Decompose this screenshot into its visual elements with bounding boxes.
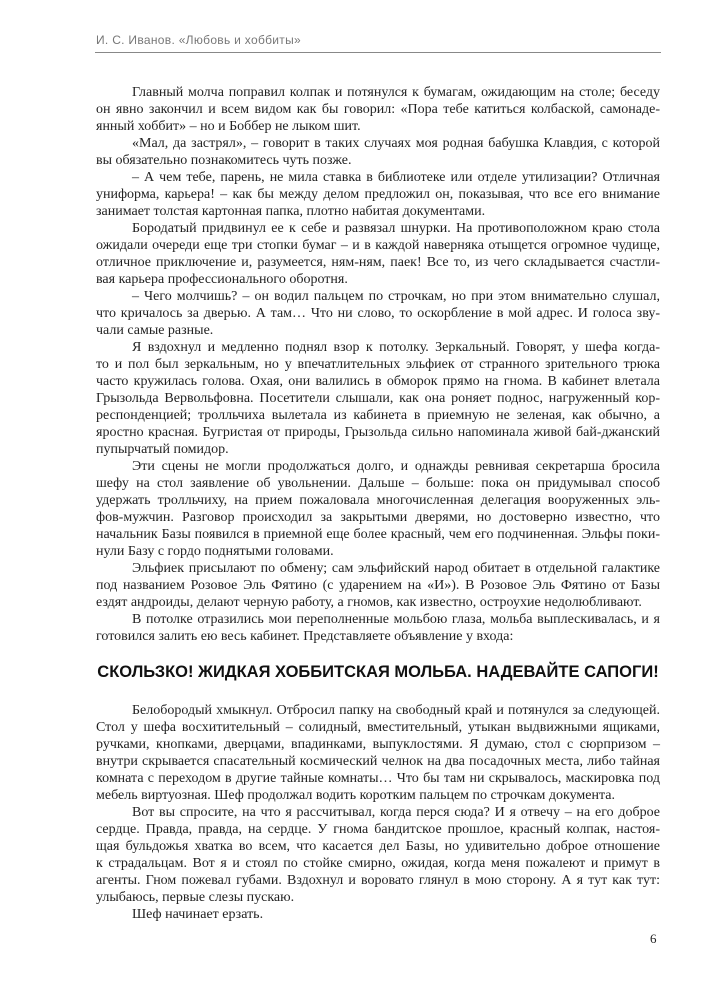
text-line: отличное приключение и, разумеется, ням-ням, паек! Все то, из чего складывается счастли- [96,255,660,270]
paragraph [96,220,660,288]
text-line: униформа, карьера! – как бы между делом предложил он, показывая, что все его внимание [96,187,660,202]
paragraph [96,702,660,804]
text-line: яростно красная. Бугристая от природы, Грызольда сильно напоминала живой бай-джанский [96,425,660,440]
text-line: начальник Базы появился в приемной еще более красный, чем его подчиненная. Эльфы поки- [96,527,660,542]
text-line: респонденцией; тролльчиха вылетала из кабинета в приемную не зеленая, как обычно, а [96,408,660,423]
paragraph [96,458,660,560]
text-line: улыбаюсь, первые слезы пускаю. [96,890,295,905]
text-line: Грызольда Вервольфовна. Посетители слышали, как она роняет поднос, нагруженный кор- [96,391,660,406]
text-line: В потолке отразились мои переполненные мольбою глаза, мольба выплескивалась, и я [132,612,660,627]
text-line: сердце. Правда, правда, на сердце. У гнома бандитское прошлое, красный колпак, настоя- [96,822,660,837]
text-line: агенты. Гном пожевал губами. Вздохнул и воровато глянул в мою сторону. А я тут как тут: [96,873,660,888]
text-line: чали самые разные. [96,323,214,338]
text-line: то и пол был зеркальным, но у впечатлительных эльфиек от странного зрительного трюка [96,357,660,372]
text-line: Вот вы спросите, на что я рассчитывал, когда перся сюда? И я отвечу – на его доброе [132,805,660,820]
text-line: Эльфиек присылают по обмену; сам эльфийский народ обитает в отдельной галактике [132,561,660,576]
page-number: 6 [650,931,657,946]
text-line: ручками, кнопками, дверцами, впадинками, выпуклостями. Я думаю, стол с сюрпризом – [96,737,660,752]
text-line: Бородатый придвинул ее к себе и развязал шнурки. На противоположном краю стола [132,221,660,236]
text-line: внутри скрывается спасательный космический челнок на два посадочных места, либо тайная [96,754,660,769]
paragraph [96,906,660,923]
paragraph [96,288,660,339]
header-rule [95,52,661,53]
text-line: Главный молча поправил колпак и потянулся к бумагам, ожидающим на столе; беседу [132,85,660,100]
text-line: вы обязательно познакомитесь чуть позже. [96,153,352,168]
paragraph [96,560,660,611]
text-line: Белобородый хмыкнул. Отбросил папку на свободный край и потянулся за следующей. [132,703,660,718]
text-line: готовился залить ею весь кабинет. Представляете объявление у входа: [96,629,514,644]
text-line: Я вздохнул и медленно поднял взор к потолку. Зеркальный. Говорят, у шефа когда- [132,340,660,355]
running-head: И. С. Иванов. «Любовь и хоббиты» [96,33,301,47]
text-line: под названием Розовое Эль Фятино (с ударением на «И»). В Розовое Эль Фятино от Базы [96,578,660,593]
text-line: щая бульдожья хватка во всем, что касается дел Базы, но удивительно доброе отношение [96,839,660,854]
text-line: что кричалось за дверью. А там… Что ни слово, то оскорбление в мой адрес. И голоса зву- [96,306,660,321]
text-line: Шеф начинает ерзать. [132,907,264,922]
paragraph [96,135,660,169]
paragraph [96,804,660,906]
body-section-top [96,84,660,645]
paragraph [96,339,660,458]
paragraph [96,84,660,135]
text-line: ездят андроиды, делают черную работу, а гномов, как известно, остроухие недолюбливают. [96,595,642,610]
text-line: шефу на стол заявление об увольнении. Дальше – больше: пока он придумывал способ [96,476,660,491]
text-line: к страдальцам. Вот я и стоял по стойке смирно, ожидая, когда меня пожалеют и примут в [96,856,660,871]
announcement-heading: СКОЛЬЗКО! ЖИДКАЯ ХОББИТСКАЯ МОЛЬБА. НАДЕВАЙТЕ САПОГИ! [97,663,659,681]
text-line: Эти сцены не могли продолжаться долго, и однажды ревнивая секретарша бросила [132,459,660,474]
text-line: ожидали очереди еще три стопки бумаг – и в каждой наверняка отыщется огромное чудище, [96,238,660,253]
text-line: вая карьера профессионального оборотня. [96,272,348,287]
paragraph [96,611,660,645]
text-line: «Мал, да застрял», – говорит в таких случаях моя родная бабушка Клавдия, с которой [132,136,660,151]
text-line: мебель виртуозная. Шеф продолжал водить коротким пальцем по строчкам документа. [96,788,615,803]
paragraph [96,169,660,220]
text-line: – Чего молчишь? – он водил пальцем по строчкам, но при этом внимательно слушал, [132,289,660,304]
text-line: он явно закончил и всем видом как бы говорил: «Пора тебе катиться колбаской, самонаде- [96,102,660,117]
body-section-bottom [96,702,660,923]
text-line: Стол у шефа восхитительный – солидный, вместительный, утыкан выдвижными ящиками, [96,720,660,735]
text-line: – А чем тебе, парень, не мила ставка в библиотеке или отделе утилизации? Отличная [132,170,660,185]
text-line: часто кружилась голова. Охая, они валились в обморок прямо на гнома. В кабинет влетала [96,374,660,389]
text-line: нули Базу с гордо поднятыми головами. [96,544,334,559]
text-line: комната с переходом в другие тайные комнаты… Что бы там ни скрывалось, маскировка под [96,771,660,786]
text-line: удержать тролльчиху, на прием пожаловала многочисленная делегация вооруженных эль- [96,493,660,508]
text-line: фов-мужчин. Разговор происходил за закрытыми дверями, но достоверно известно, что [96,510,660,525]
text-line: пупырчатый помидор. [96,442,229,457]
text-line: янный хоббит» – но и Боббер не лыком шит. [96,119,361,134]
text-line: занимает толстая картонная папка, плотно набитая документами. [96,204,486,219]
